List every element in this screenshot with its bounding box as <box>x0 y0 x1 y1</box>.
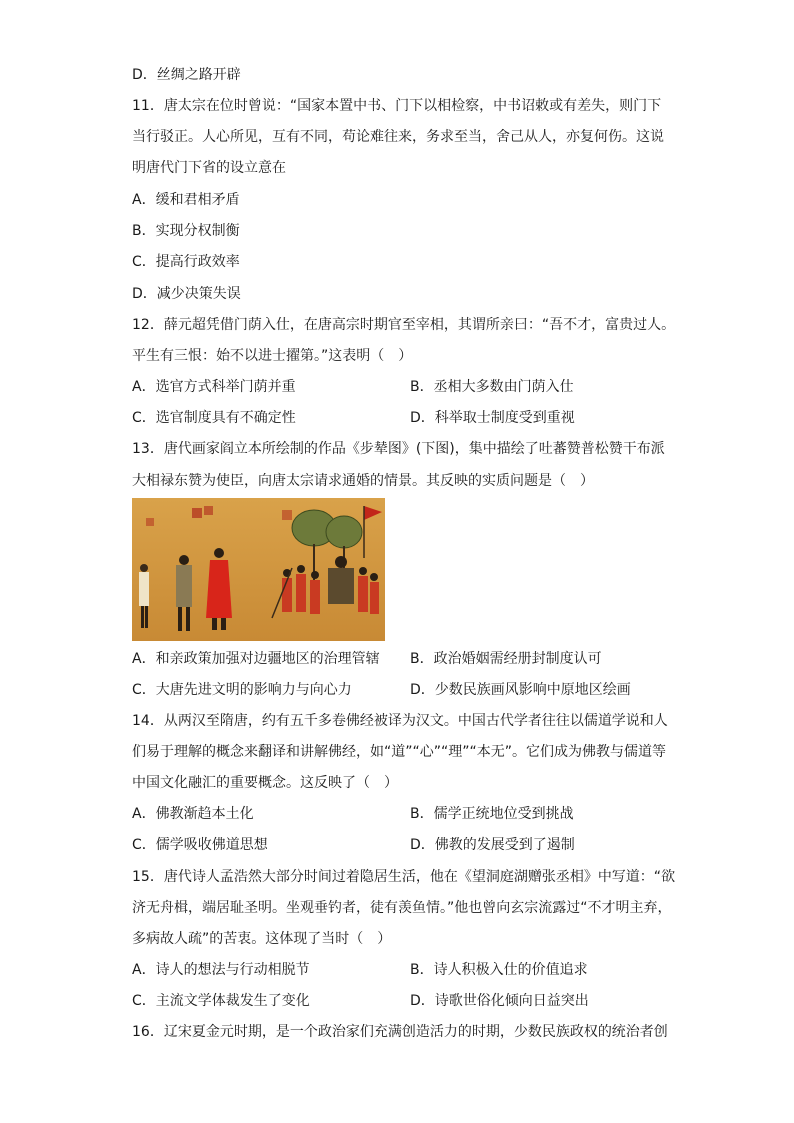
q13-option-d: D．少数民族画风影响中原地区绘画 <box>410 682 631 698</box>
q15-stem-line-3: 多病故人疏”的苦衷。这体现了当时（ ） <box>132 931 392 947</box>
q11-stem-line-3: 明唐代门下省的设立意在 <box>132 160 286 176</box>
q11-option-c: C．提高行政效率 <box>132 254 240 270</box>
q14-option-d: D．佛教的发展受到了遏制 <box>410 837 575 853</box>
q15-stem-line-1: 15．唐代诗人孟浩然大部分时间过着隐居生活，他在《望洞庭湖赠张丞相》中写道：“欲 <box>132 869 676 885</box>
q14-stem-line-2: 们易于理解的概念来翻译和讲解佛经，如“道”“心”“理”“本无”。它们成为佛教与儒道等 <box>132 744 667 760</box>
q12-stem-line-2: 平生有三恨：始不以进士擢第。”这表明（ ） <box>132 348 413 364</box>
q14-stem-line-1: 14．从两汉至隋唐，约有五千多卷佛经被译为汉文。中国古代学者往往以儒道学说和人 <box>132 713 668 729</box>
q16-stem-line-1: 16．辽宋夏金元时期，是一个政治家们充满创造活力的时期，少数民族政权的统治者创 <box>132 1024 668 1040</box>
q10-option-d: D．丝绸之路开辟 <box>132 67 241 83</box>
q11-option-d: D．减少决策失误 <box>132 286 241 302</box>
q12-option-c: C．选官制度具有不确定性 <box>132 410 296 426</box>
q15-option-c: C．主流文学体裁发生了变化 <box>132 993 310 1009</box>
q14-option-b: B．儒学正统地位受到挑战 <box>410 806 574 822</box>
q13-stem-line-2: 大相禄东赞为使臣，向唐太宗请求通婚的情景。其反映的实质问题是（ ） <box>132 473 594 489</box>
q11-option-b: B．实现分权制衡 <box>132 223 240 239</box>
q14-stem-line-3: 中国文化融汇的重要概念。这反映了（ ） <box>132 775 398 791</box>
q12-option-d: D．科举取士制度受到重视 <box>410 410 575 426</box>
q13-option-b: B．政治婚姻需经册封制度认可 <box>410 651 602 667</box>
q13-option-c: C．大唐先进文明的影响力与向心力 <box>132 682 352 698</box>
q11-stem-line-2: 当行驳正。人心所见，互有不同，苟论难往来，务求至当，舍己从人，亦复何伤。这说 <box>132 129 664 145</box>
q12-stem-line-1: 12．薛元超凭借门荫入仕，在唐高宗时期官至宰相，其谓所亲曰：“吾不才，富贵过人。 <box>132 317 676 333</box>
q15-stem-line-2: 济无舟楫，端居耻圣明。坐观垂钓者，徒有羡鱼情。”他也曾向玄宗流露过“不才明主弃， <box>132 900 672 916</box>
q15-option-b: B．诗人积极入仕的价值追求 <box>410 962 588 978</box>
q12-option-b: B．丞相大多数由门荫入仕 <box>410 379 574 395</box>
bunian-tu-painting <box>132 498 385 641</box>
q15-option-a: A．诗人的想法与行动相脱节 <box>132 962 310 978</box>
q12-option-a: A．选官方式科举门荫并重 <box>132 379 296 395</box>
q14-option-c: C．儒学吸收佛道思想 <box>132 837 268 853</box>
q14-option-a: A．佛教渐趋本土化 <box>132 806 254 822</box>
q13-stem-line-1: 13．唐代画家阎立本所绘制的作品《步辇图》(下图)，集中描绘了吐蕃赞普松赞干布派 <box>132 441 665 457</box>
q11-option-a: A．缓和君相矛盾 <box>132 192 240 208</box>
q15-option-d: D．诗歌世俗化倾向日益突出 <box>410 993 589 1009</box>
q13-option-a: A．和亲政策加强对边疆地区的治理管辖 <box>132 651 380 667</box>
q11-stem-line-1: 11．唐太宗在位时曾说：“国家本置中书、门下以相检察，中书诏敕或有差失，则门下 <box>132 98 662 114</box>
